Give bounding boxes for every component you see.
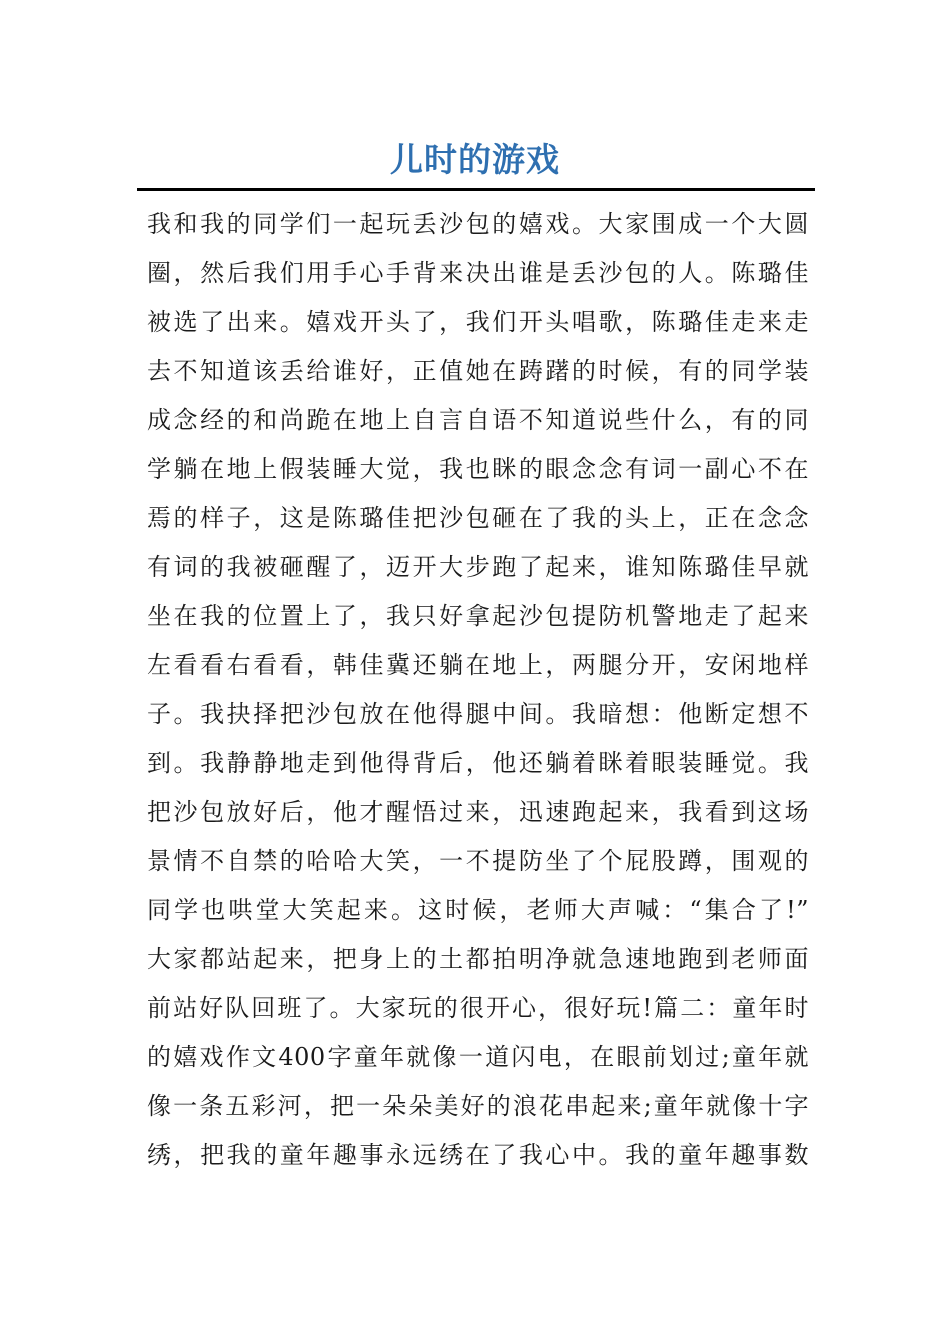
text-line: 子。我抉择把沙包放在他得腿中间。我暗想：他断定想不: [147, 700, 809, 728]
text-line: 景情不自禁的哈哈大笑，一不提防坐了个屁股蹲，围观的: [147, 847, 809, 875]
text-line: 同学也哄堂大笑起来。这时候，老师大声喊：“集合了!”: [147, 896, 809, 924]
text-line: 像一条五彩河，把一朵朵美好的浪花串起来;童年就像十字: [147, 1092, 809, 1120]
text-line: 有词的我被砸醒了，迈开大步跑了起来，谁知陈璐佳早就: [147, 553, 809, 581]
text-line: 把沙包放好后，他才醒悟过来，迅速跑起来，我看到这场: [147, 798, 809, 826]
text-line: 左看看右看看，韩佳冀还躺在地上，两腿分开，安闲地样: [147, 651, 809, 679]
text-line: 我和我的同学们一起玩丢沙包的嬉戏。大家围成一个大圆: [147, 210, 809, 238]
page-title: 儿时的游戏: [390, 140, 560, 179]
text-line: 去不知道该丢给谁好，正值她在踌躇的时候，有的同学装: [147, 357, 809, 385]
title-divider: [137, 188, 815, 191]
text-line: 大家都站起来，把身上的土都拍明净就急速地跑到老师面: [147, 945, 809, 973]
text-line: 焉的样子，这是陈璐佳把沙包砸在了我的头上，正在念念: [147, 504, 809, 532]
text-line: 前站好队回班了。大家玩的很开心，很好玩!篇二：童年时: [147, 994, 809, 1022]
body-text: [147, 200, 809, 1180]
text-line: 圈，然后我们用手心手背来决出谁是丢沙包的人。陈璐佳: [147, 259, 809, 287]
text-line: 的嬉戏作文400字童年就像一道闪电，在眼前划过;童年就: [147, 1043, 809, 1071]
text-line: 绣，把我的童年趣事永远绣在了我心中。我的童年趣事数: [147, 1141, 809, 1169]
text-line: 学躺在地上假装睡大觉，我也眯的眼念念有词一副心不在: [147, 455, 809, 483]
text-line: 到。我静静地走到他得背后，他还躺着眯着眼装睡觉。我: [147, 749, 809, 777]
text-line: 被选了出来。嬉戏开头了，我们开头唱歌，陈璐佳走来走: [147, 308, 809, 336]
text-line: 成念经的和尚跪在地上自言自语不知道说些什么，有的同: [147, 406, 809, 434]
text-line: 坐在我的位置上了，我只好拿起沙包提防机警地走了起来: [147, 602, 809, 630]
